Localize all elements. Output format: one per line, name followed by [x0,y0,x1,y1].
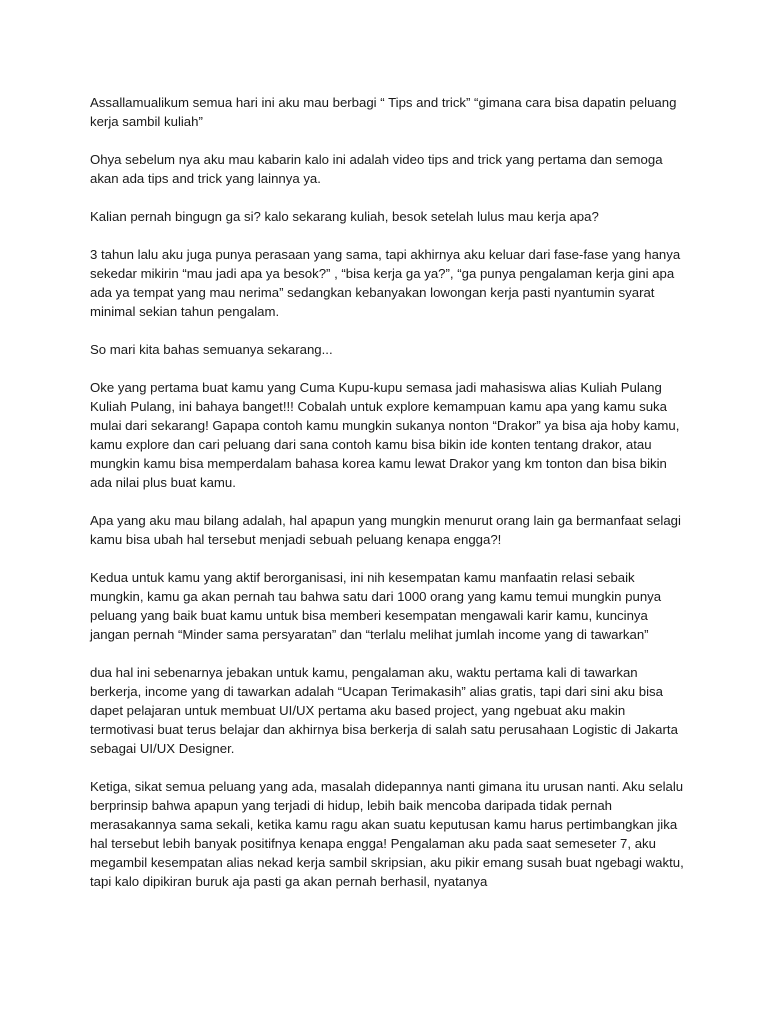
paragraph-intro: Ohya sebelum nya aku mau kabarin kalo ini adalah video tips and trick yang pertama dan semoga akan ada tips and trick yang lainnya ya. [90,152,663,186]
paragraph-second-tip-story: dua hal ini sebenarnya jebakan untuk kamu, pengalaman aku, waktu pertama kali di tawarkan berkerja, income yang di tawarkan adalah “Ucapan Terimakasih” alias gratis, tapi dari sini aku bisa dapet pelajaran untuk membuat UI/UX pertama aku based project, yang ngebuat aku makin termotivasi buat terus belajar dan akhirnya bisa berkerja di salah satu perusahaan Logistic di Jakarta sebagai UI/UX Designer. [90,665,678,756]
document-body [90,93,688,910]
paragraph-first-tip-summary: Apa yang aku mau bilang adalah, hal apapun yang mungkin menurut orang lain ga bermanfaat selagi kamu bisa ubah hal tersebut menjadi sebuah peluang kenapa engga?! [90,513,681,547]
paragraph-question: Kalian pernah bingugn ga si? kalo sekarang kuliah, besok setelah lulus mau kerja apa? [90,209,599,224]
paragraph-greeting: Assallamualikum semua hari ini aku mau berbagi “ Tips and trick” “gimana cara bisa dapatin peluang kerja sambil kuliah” [90,95,677,129]
paragraph-transition: So mari kita bahas semuanya sekarang... [90,342,333,357]
paragraph-third-tip: Ketiga, sikat semua peluang yang ada, masalah didepannya nanti gimana itu urusan nanti. Aku selalu berprinsip bahwa apapun yang terjadi di hidup, lebih baik mencoba daripada tidak pernah merasakannya sama sekali, ketika kamu ragu akan suatu keputusan kamu harus pertimbangkan jika hal tersebut lebih banyak positifnya kenapa engga! Pengalaman aku pada saat semeseter 7, aku megambil kesempatan alias nekad kerja sambil skripsian, aku pikir emang susah buat ngebagi waktu, tapi kalo dipikiran buruk aja pasti ga akan pernah berhasil, nyatanya [90,779,684,889]
paragraph-experience: 3 tahun lalu aku juga punya perasaan yang sama, tapi akhirnya aku keluar dari fase-fase yang hanya sekedar mikirin “mau jadi apa ya besok?” , “bisa kerja ga ya?”, “ga punya pengalaman kerja gini apa ada ya tempat yang mau nerima” sedangkan kebanyakan lowongan kerja pasti nyantumin syarat minimal sekian tahun pengalam. [90,247,681,319]
paragraph-second-tip: Kedua untuk kamu yang aktif berorganisasi, ini nih kesempatan kamu manfaatin relasi sebaik mungkin, kamu ga akan pernah tau bahwa satu dari 1000 orang yang kamu temui mungkin punya peluang yang baik buat kamu untuk bisa memberi kesempatan mengawali karir kamu, kuncinya jangan pernah “Minder sama persyaratan” dan “terlalu melihat jumlah income yang di tawarkan” [90,570,662,642]
paragraph-first-tip: Oke yang pertama buat kamu yang Cuma Kupu-kupu semasa jadi mahasiswa alias Kuliah Pulang Kuliah Pulang, ini bahaya banget!!! Cobalah untuk explore kemampuan kamu apa yang kamu suka mulai dari sekarang! Gapapa contoh kamu mungkin sukanya nonton “Drakor” ya bisa aja hoby kamu, kamu explore dan cari peluang dari sana contoh kamu bisa bikin ide konten tentang drakor, atau mungkin kamu bisa memperdalam bahasa korea kamu lewat Drakor yang km tonton dan bisa bikin ada nilai plus buat kamu. [90,380,680,490]
